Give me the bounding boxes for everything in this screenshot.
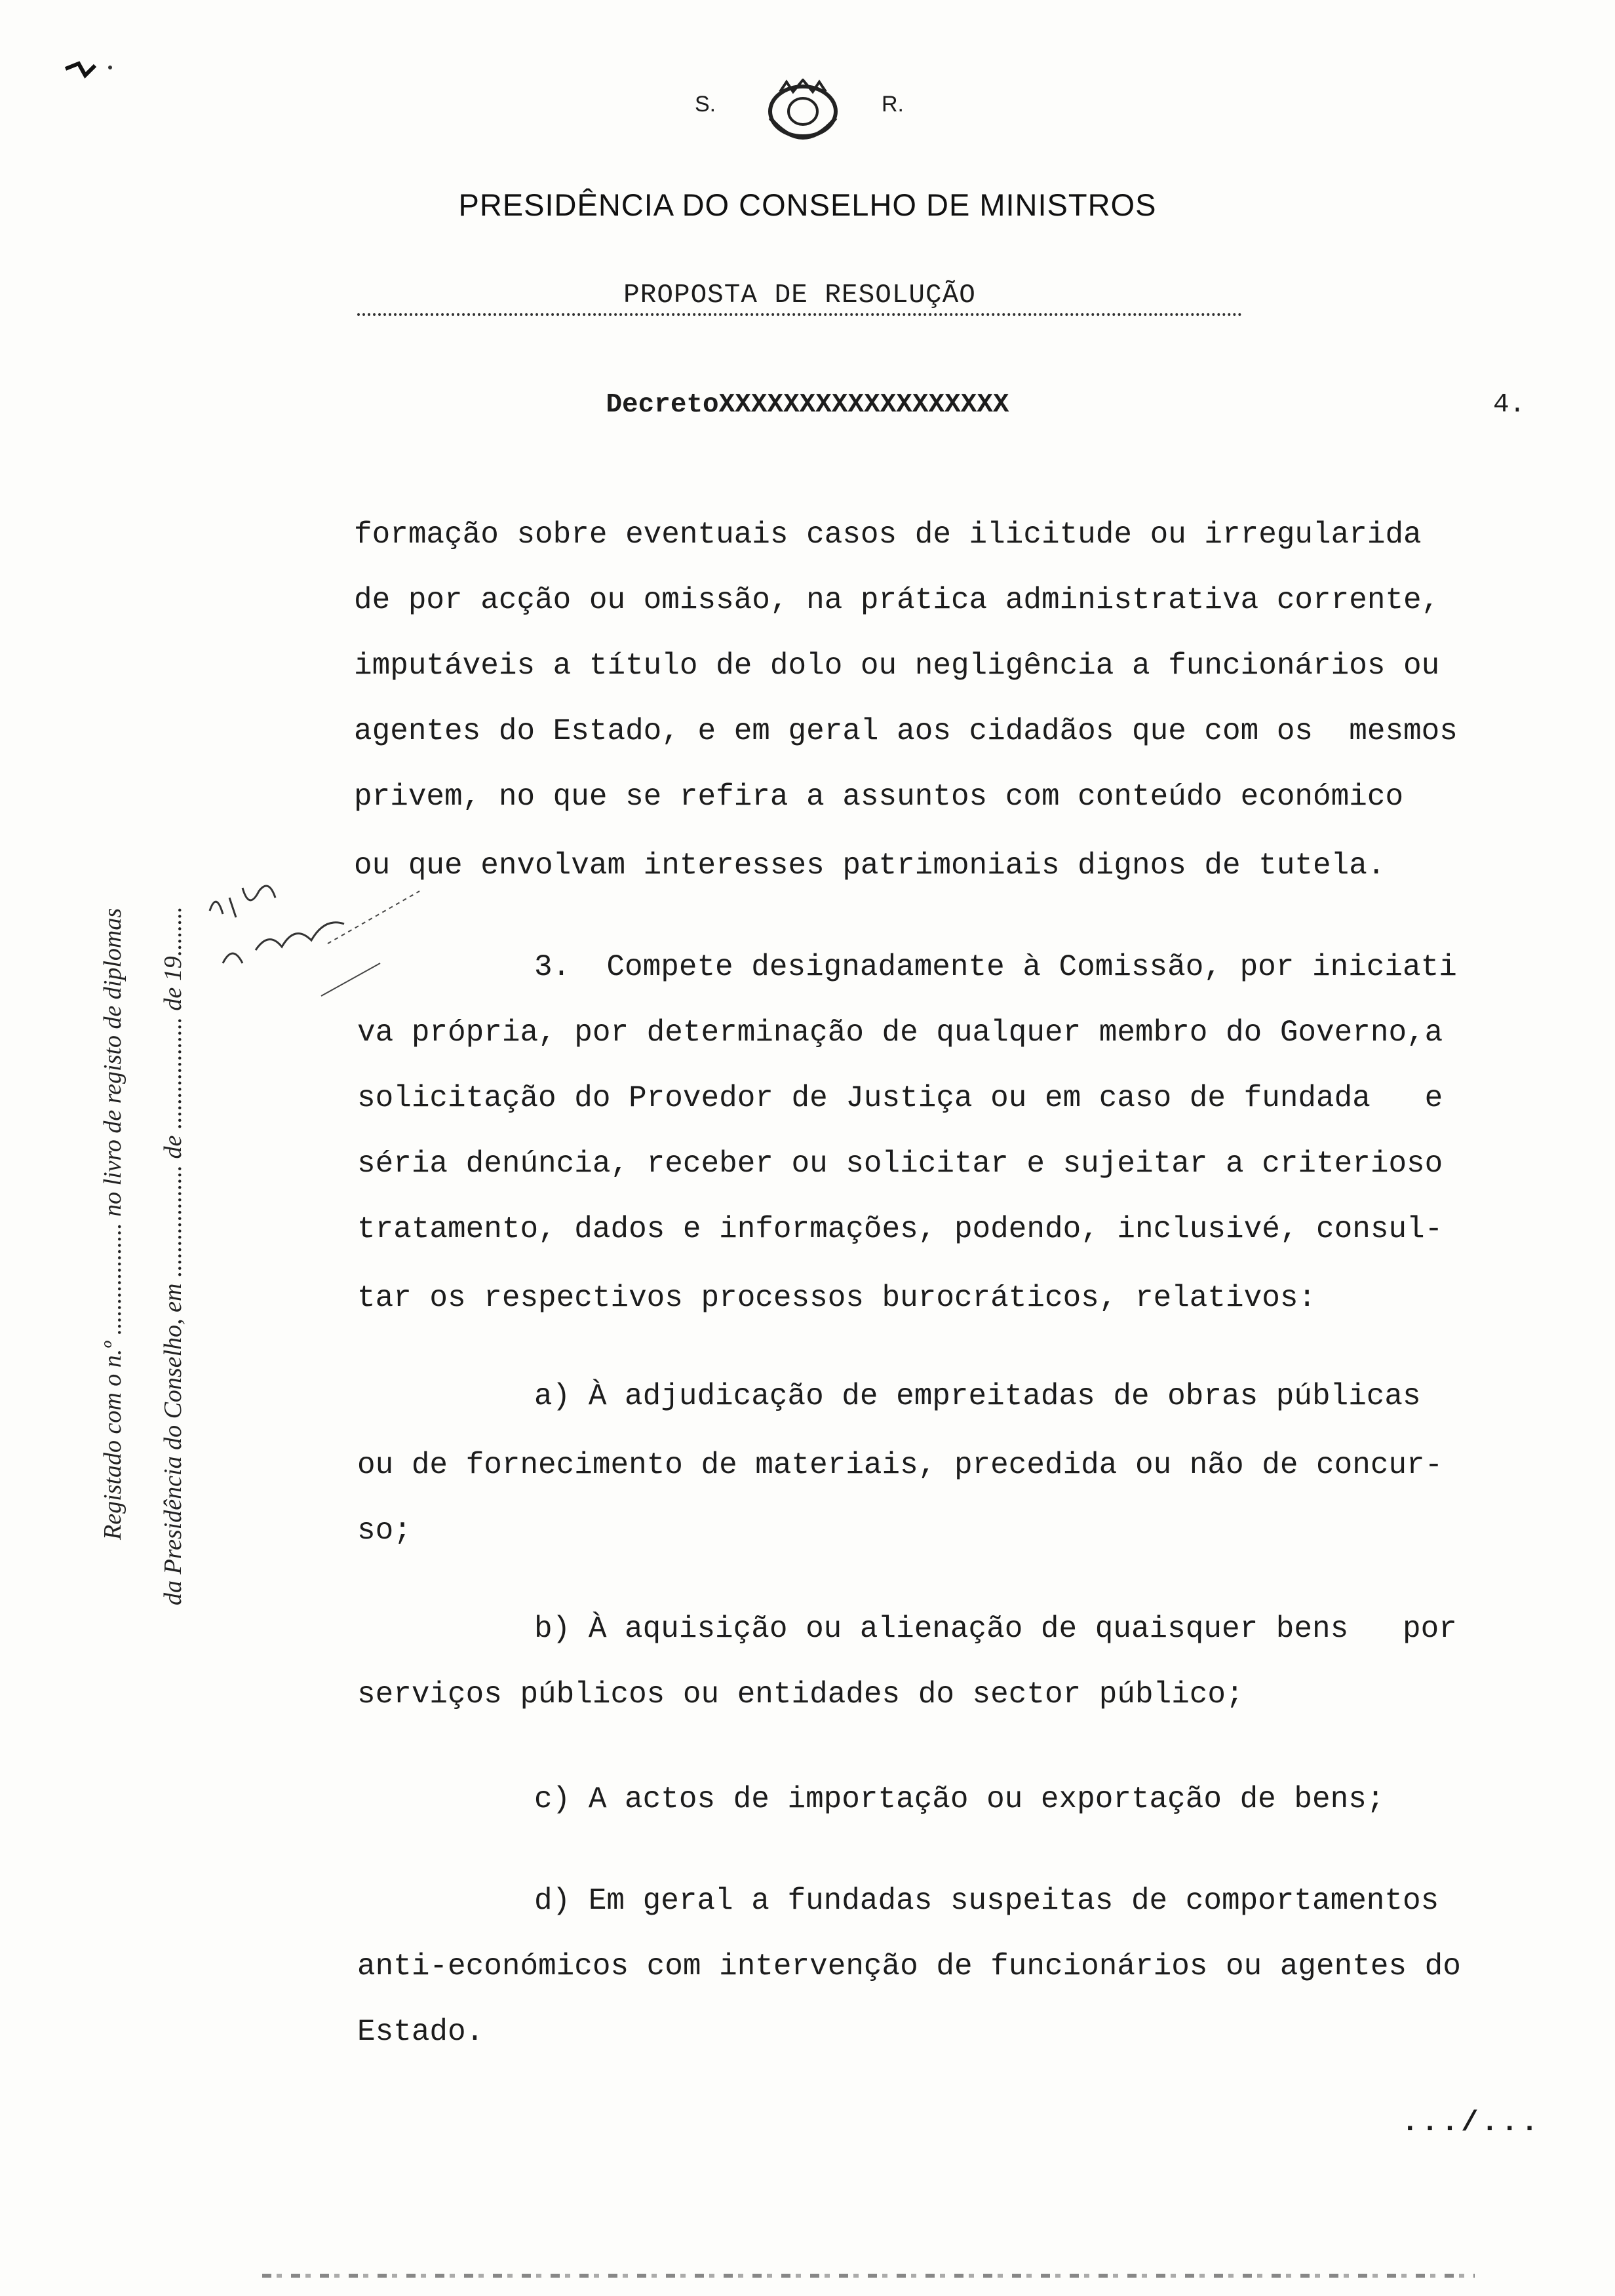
- list-item-line: d) Em geral a fundadas suspeitas de comportamentos: [534, 1884, 1439, 1918]
- header-left-letter: S.: [695, 92, 716, 117]
- text-line: tar os respectivos processos burocráticos, relativos:: [357, 1281, 1317, 1315]
- pen-mark-icon: [59, 49, 118, 88]
- header-right-letter: R.: [882, 92, 904, 117]
- handwritten-annotation-icon: [197, 852, 446, 1016]
- list-item-line: a) À adjudicação de empreitadas de obras públicas: [534, 1379, 1421, 1413]
- list-item-line: serviços públicos ou entidades do sector público;: [357, 1677, 1244, 1712]
- subtitle: PROPOSTA DE RESOLUÇÃO: [623, 280, 976, 311]
- text-line: 3. Compete designadamente à Comissão, por iniciati: [534, 950, 1457, 984]
- text-line: privem, no que se refira a assuntos com conteúdo económico: [354, 780, 1404, 814]
- text-line: agentes do Estado, e em geral aos cidadãos que com os mesmos: [354, 714, 1458, 748]
- text-line: ou que envolvam interesses patrimoniais dignos de tutela.: [354, 849, 1386, 883]
- text-line: tratamento, dados e informações, podendo, inclusivé, consul-: [357, 1212, 1443, 1246]
- page-number: 4.: [1493, 390, 1526, 420]
- text-line: va própria, por determinação de qualquer membro do Governo,a: [357, 1016, 1443, 1050]
- list-item-line: b) À aquisição ou alienação de quaisquer bens por: [534, 1612, 1457, 1646]
- margin-stamp-line-1: Registado com o n.º .................. no livro de registo de diplomas: [99, 908, 126, 1540]
- list-item-line: so;: [357, 1514, 412, 1548]
- subtitle-line: [357, 280, 1242, 316]
- text-line: imputáveis a título de dolo ou negligência a funcionários ou: [354, 649, 1440, 683]
- list-item-line: c) A actos de importação ou exportação de bens;: [534, 1782, 1385, 1816]
- bottom-scan-edge: [262, 2274, 1475, 2278]
- margin-stamp-line-2: da Presidência do Conselho, em .................. de .................. de 19........: [159, 906, 187, 1605]
- page-title: PRESIDÊNCIA DO CONSELHO DE MINISTROS: [458, 187, 1157, 222]
- text-line: formação sobre eventuais casos de ilicitude ou irregularida: [354, 518, 1422, 552]
- text-line: solicitação do Provedor de Justiça ou em caso de fundada e: [357, 1081, 1443, 1115]
- text-line: séria denúncia, receber ou solicitar e sujeitar a criterioso: [357, 1147, 1443, 1181]
- list-item-line: ou de fornecimento de materiais, precedida ou não de concur-: [357, 1448, 1443, 1482]
- list-item-line: anti-económicos com intervenção de funcionários ou agentes do: [357, 1949, 1461, 1983]
- continuation-marker: .../...: [1401, 2107, 1541, 2139]
- list-item-line: Estado.: [357, 2015, 484, 2049]
- coat-of-arms-icon: [747, 79, 859, 151]
- text-line: de por acção ou omissão, na prática administrativa corrente,: [354, 583, 1440, 617]
- struck-heading: DecretoXXXXXXXXXXXXXXXXXX: [606, 390, 1009, 420]
